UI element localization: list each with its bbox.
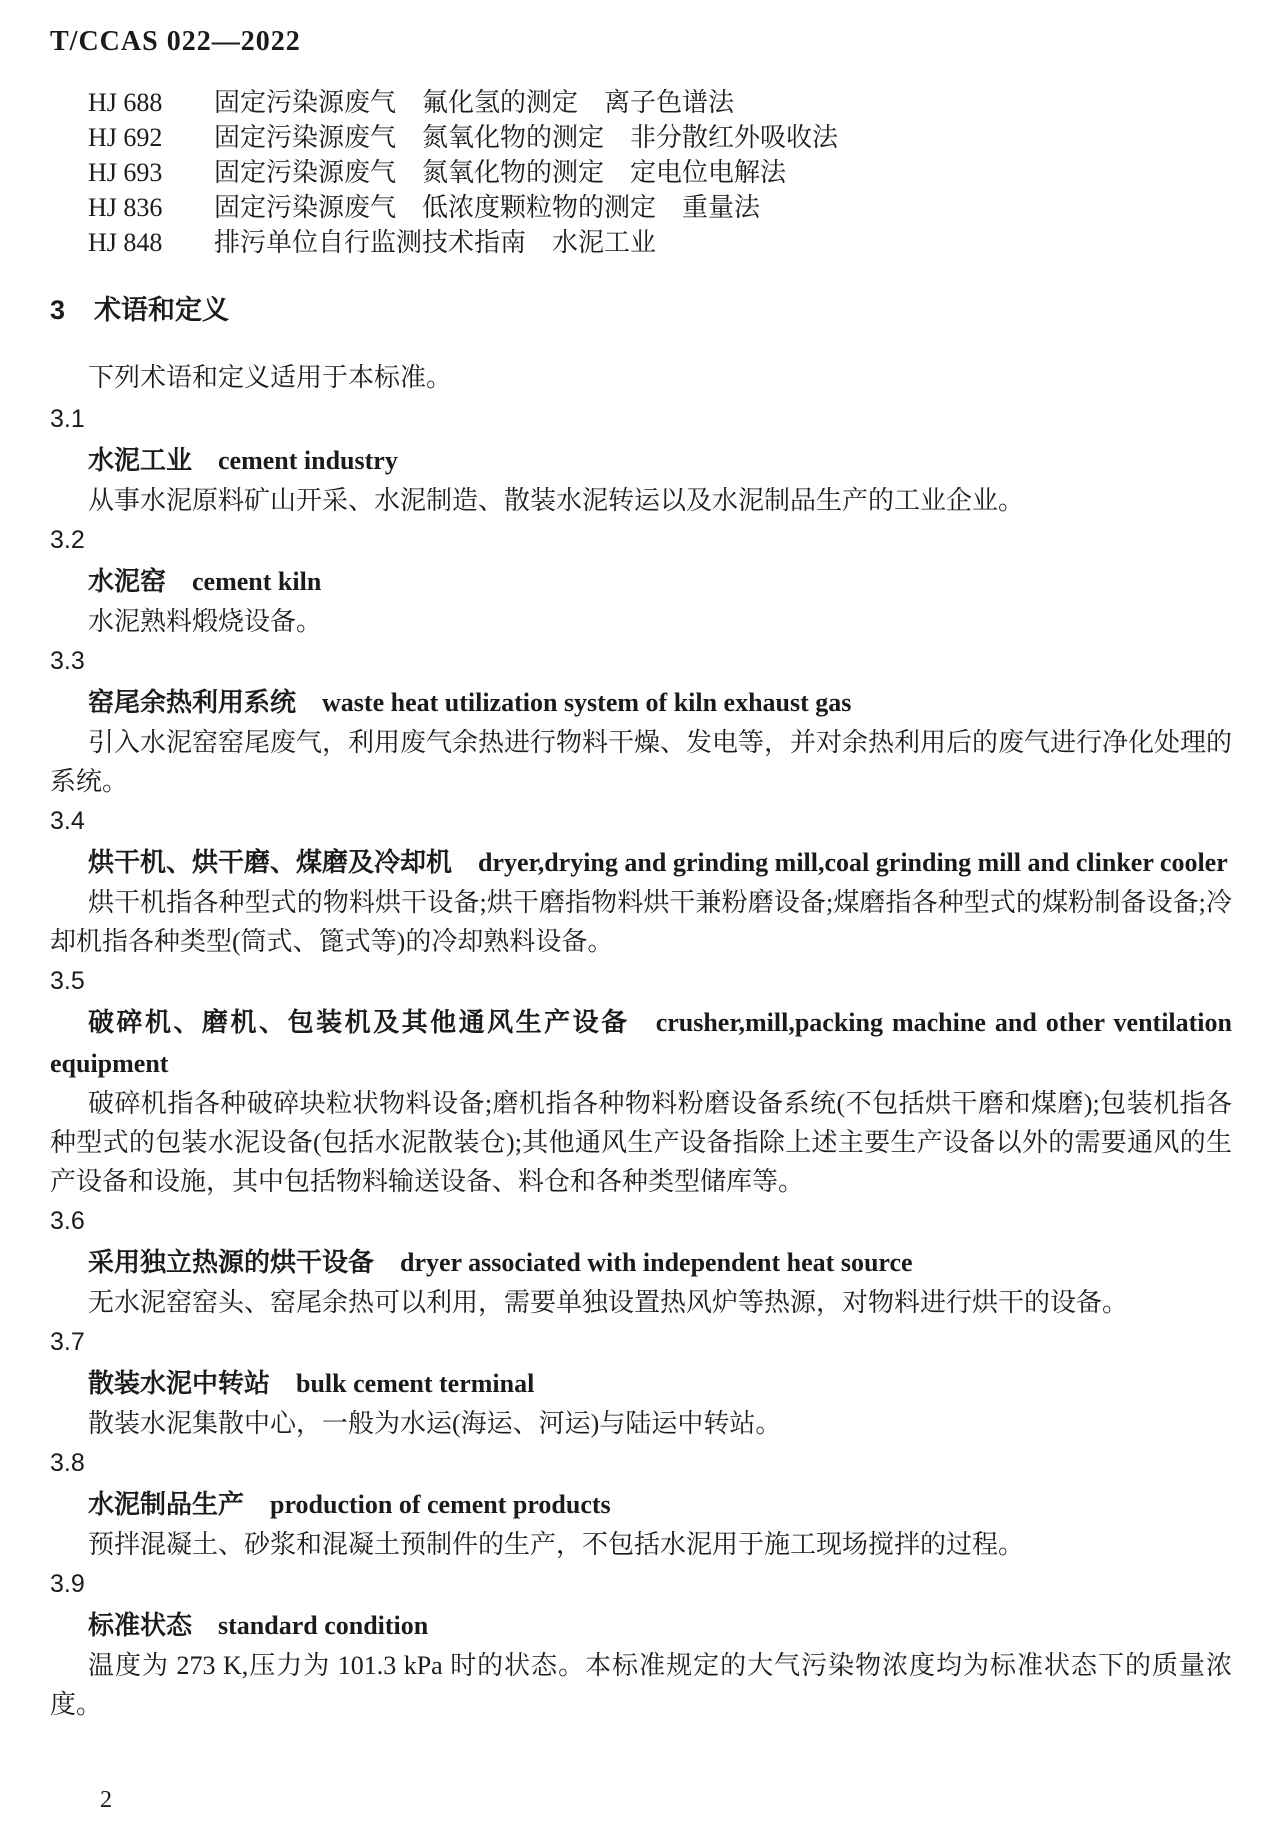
term-number: 3.2 <box>50 526 85 554</box>
term-block <box>50 399 1232 520</box>
term-block <box>50 1564 1232 1724</box>
term-number: 3.6 <box>50 1207 85 1235</box>
terms-list <box>50 399 1232 1724</box>
reference-row <box>88 190 1232 225</box>
doc-code-header: T/CCAS 022—2022 <box>50 26 301 57</box>
term-heading <box>50 1242 1232 1283</box>
term-zh: 标准状态 <box>88 1610 193 1640</box>
term-number: 3.5 <box>50 967 85 995</box>
term-block <box>50 520 1232 641</box>
term-number: 3.9 <box>50 1570 85 1598</box>
reference-row <box>88 155 1232 190</box>
section-title: 术语和定义 <box>94 295 229 325</box>
term-definition: 无水泥窑窑头、窑尾余热可以利用，需要单独设置热风炉等热源，对物料进行烘干的设备。 <box>88 1288 1129 1317</box>
term-zh: 水泥制品生产 <box>88 1489 245 1519</box>
term-number: 3.1 <box>50 405 85 433</box>
term-zh: 窑尾余热利用系统 <box>88 687 297 717</box>
term-en: waste heat utilization system of kiln exhaust gas <box>322 688 852 717</box>
term-en: dryer associated with independent heat source <box>400 1248 913 1277</box>
term-zh: 烘干机、烘干磨、煤磨及冷却机 <box>88 847 453 877</box>
term-zh: 水泥工业 <box>88 445 193 475</box>
term-heading <box>50 1484 1232 1525</box>
term-heading <box>50 1605 1232 1646</box>
term-heading <box>50 440 1232 481</box>
term-block <box>50 641 1232 801</box>
reference-row <box>88 120 1232 155</box>
term-definition: 预拌混凝土、砂浆和混凝土预制件的生产，不包括水泥用于施工现场搅拌的过程。 <box>88 1530 1025 1559</box>
term-definition: 散装水泥集散中心，一般为水运(海运、河运)与陆运中转站。 <box>88 1409 782 1438</box>
term-en: production of cement products <box>270 1490 611 1519</box>
term-zh: 破碎机、磨机、包装机及其他通风生产设备 <box>88 1007 630 1037</box>
term-zh: 采用独立热源的烘干设备 <box>88 1247 375 1277</box>
term-number: 3.7 <box>50 1328 85 1356</box>
term-definition: 引入水泥窑窑尾废气，利用废气余热进行物料干燥、发电等，并对余热利用后的废气进行净化处理的系统。 <box>50 728 1233 796</box>
term-en: standard condition <box>218 1611 429 1640</box>
term-number: 3.8 <box>50 1449 85 1477</box>
section-heading <box>50 294 1232 326</box>
reference-code: HJ 836 <box>88 193 163 222</box>
term-number: 3.3 <box>50 647 85 675</box>
reference-title: 固定污染源废气 氟化氢的测定 离子色谱法 <box>214 88 735 117</box>
term-definition: 温度为 273 K,压力为 101.3 kPa 时的状态。本标准规定的大气污染物浓度均为标准状态下的质量浓度。 <box>50 1651 1232 1719</box>
term-heading <box>50 561 1232 602</box>
term-definition: 从事水泥原料矿山开采、水泥制造、散装水泥转运以及水泥制品生产的工业企业。 <box>88 486 1025 515</box>
term-heading <box>50 682 1232 723</box>
term-en: cement industry <box>218 446 398 475</box>
term-heading <box>50 1002 1232 1084</box>
term-heading <box>50 1363 1232 1404</box>
reference-row <box>88 85 1232 120</box>
reference-title: 固定污染源废气 氮氧化物的测定 非分散红外吸收法 <box>214 123 839 152</box>
term-en: dryer,drying and grinding mill,coal grinding mill and clinker cooler <box>478 848 1228 877</box>
term-definition: 水泥熟料煅烧设备。 <box>88 607 323 636</box>
term-definition: 烘干机指各种型式的物料烘干设备;烘干磨指物料烘干兼粉磨设备;煤磨指各种型式的煤粉制备设备;冷却机指各种类型(筒式、篦式等)的冷却熟料设备。 <box>50 888 1232 956</box>
term-en: crusher,mill,packing machine and other ventilation equipment <box>50 1008 1232 1078</box>
term-block <box>50 1322 1232 1443</box>
reference-title: 排污单位自行监测技术指南 水泥工业 <box>214 228 657 257</box>
term-heading <box>50 842 1232 883</box>
term-zh: 水泥窑 <box>88 566 167 596</box>
reference-code: HJ 688 <box>88 88 163 117</box>
reference-code: HJ 848 <box>88 228 163 257</box>
term-block <box>50 801 1232 961</box>
reference-row <box>88 225 1232 260</box>
term-zh: 散装水泥中转站 <box>88 1368 271 1398</box>
section-number: 3 <box>50 295 66 325</box>
term-en: cement kiln <box>192 567 322 596</box>
term-block <box>50 961 1232 1201</box>
term-definition: 破碎机指各种破碎块粒状物料设备;磨机指各种物料粉磨设备系统(不包括烘干磨和煤磨);包装机指各种型式的包装水泥设备(包括水泥散装仓);其他通风生产设备指除上述主要生产设备以外的需要通风的生产设备和设施，其中包括物料输送设备、料仓和各种类型储库等。 <box>50 1089 1232 1196</box>
reference-title: 固定污染源废气 氮氧化物的测定 定电位电解法 <box>214 158 787 187</box>
term-number: 3.4 <box>50 807 85 835</box>
reference-code: HJ 693 <box>88 158 163 187</box>
reference-code: HJ 692 <box>88 123 163 152</box>
references-list <box>50 85 1232 260</box>
section-intro: 下列术语和定义适用于本标准。 <box>88 363 453 392</box>
term-block <box>50 1201 1232 1322</box>
term-en: bulk cement terminal <box>296 1369 535 1398</box>
reference-title: 固定污染源废气 低浓度颗粒物的测定 重量法 <box>214 193 761 222</box>
page-number: 2 <box>100 1787 112 1813</box>
term-block <box>50 1443 1232 1564</box>
